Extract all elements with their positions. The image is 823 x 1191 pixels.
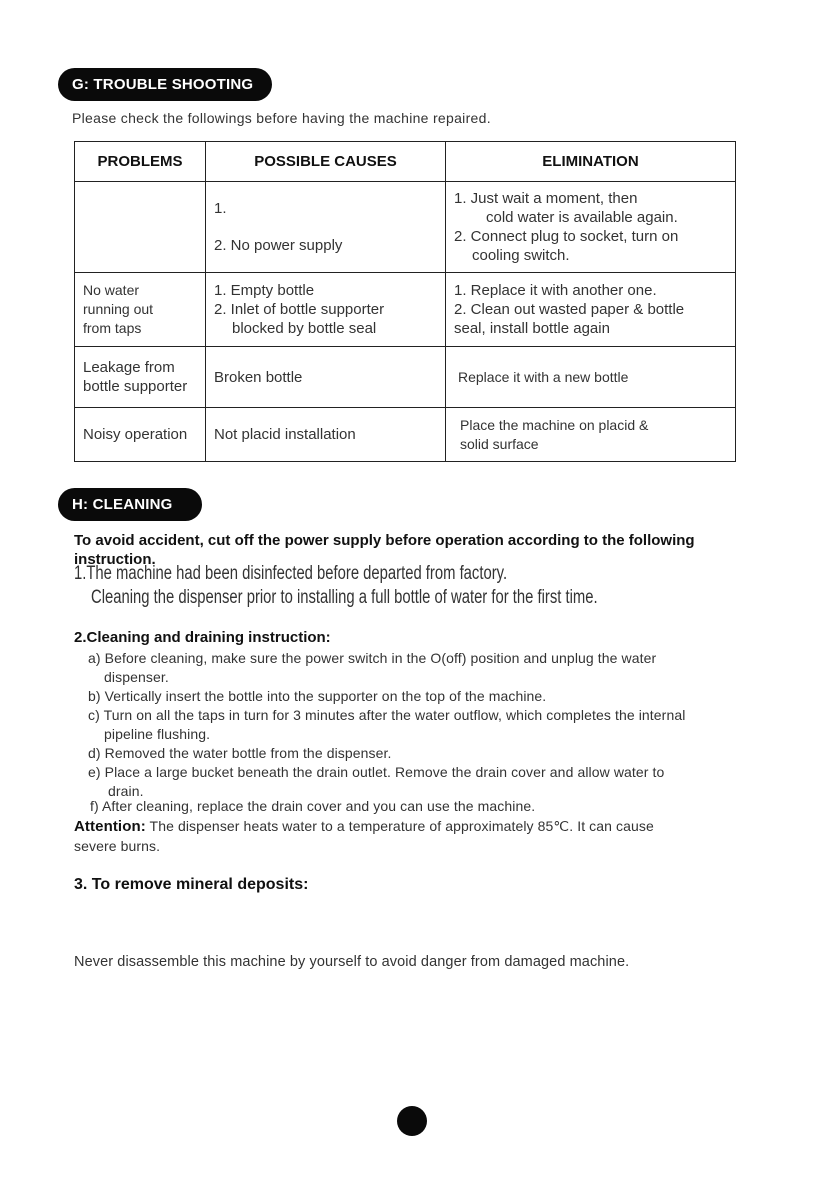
cause-cell bbox=[206, 273, 446, 347]
header-elimination: ELIMINATION bbox=[446, 142, 736, 182]
cause-cell: Not placid installation bbox=[206, 408, 446, 462]
step2-a: a) Before cleaning, make sure the power switch in the O(off) position and unplug the water bbox=[88, 650, 657, 666]
elimination-line: seal, install bottle again bbox=[454, 320, 610, 337]
elimination-cell bbox=[446, 408, 736, 462]
table-row bbox=[75, 273, 736, 347]
elimination-cell bbox=[446, 182, 736, 273]
step2-e: e) Place a large bucket beneath the drain outlet. Remove the drain cover and allow water to bbox=[88, 764, 665, 780]
step2-title: 2.Cleaning and draining instruction: bbox=[74, 629, 331, 646]
table-row bbox=[75, 408, 736, 462]
troubleshooting-table bbox=[74, 141, 736, 462]
elimination-line: Place the machine on placid & bbox=[460, 416, 649, 433]
problem-cell bbox=[75, 273, 206, 347]
cleaning-warning: To avoid accident, cut off the power supply before operation according to the following bbox=[74, 532, 695, 549]
problem-cell: Noisy operation bbox=[75, 408, 206, 462]
troubleshooting-intro: Please check the followings before having the machine repaired. bbox=[72, 110, 491, 126]
problem-line: from taps bbox=[83, 320, 142, 336]
attention-text: The dispenser heats water to a temperature of approximately 85℃. It can cause bbox=[145, 818, 654, 834]
header-problems: PROBLEMS bbox=[75, 142, 206, 182]
step2-c-cont: pipeline flushing. bbox=[104, 726, 211, 742]
elimination-line: cooling switch. bbox=[472, 247, 570, 264]
section-g-title: G: TROUBLE SHOOTING bbox=[72, 76, 254, 93]
cleaning-warning-cont: instruction. bbox=[74, 551, 156, 568]
elimination-cell: Replace it with a new bottle bbox=[446, 347, 736, 408]
table-row bbox=[75, 182, 736, 273]
problem-line: running out bbox=[83, 301, 154, 317]
cause-line: blocked by bottle seal bbox=[232, 320, 377, 337]
elimination-line: 1. Replace it with another one. bbox=[454, 282, 657, 299]
step2-f: f) After cleaning, replace the drain cover and you can use the machine. bbox=[90, 798, 536, 814]
step2-e-cont: drain. bbox=[108, 783, 144, 799]
elimination-line: 2. Clean out wasted paper & bottle bbox=[454, 301, 685, 318]
step1-line2: Cleaning the dispenser prior to installing a full bottle of water for the first time. bbox=[91, 587, 598, 608]
problem-cell bbox=[75, 347, 206, 408]
problem-line: bottle supporter bbox=[83, 378, 188, 395]
attention-note bbox=[74, 818, 654, 835]
step1-line1: 1.The machine had been disinfected before departed from factory. bbox=[74, 563, 508, 584]
section-h-heading bbox=[58, 488, 202, 521]
table-header-row bbox=[75, 142, 736, 182]
disassemble-warning: Never disassemble this machine by yourself to avoid danger from damaged machine. bbox=[74, 954, 630, 970]
step2-a-cont: dispenser. bbox=[104, 669, 169, 685]
section-h-title: H: CLEANING bbox=[72, 496, 173, 513]
header-possible-causes: POSSIBLE CAUSES bbox=[206, 142, 446, 182]
elimination-line: 2. Connect plug to socket, turn on bbox=[454, 228, 679, 245]
attention-note-cont: severe burns. bbox=[74, 838, 161, 854]
attention-label: Attention: bbox=[74, 818, 146, 835]
step2-c: c) Turn on all the taps in turn for 3 minutes after the water outflow, which completes the internal bbox=[88, 707, 686, 723]
cause-line: 1. Empty bottle bbox=[214, 282, 315, 299]
section-g-heading bbox=[58, 68, 272, 101]
elimination-line: solid surface bbox=[460, 435, 539, 452]
step2-b: b) Vertically insert the bottle into the supporter on the top of the machine. bbox=[88, 688, 547, 704]
step2-d: d) Removed the water bottle from the dispenser. bbox=[88, 745, 392, 761]
page-marker-dot bbox=[397, 1106, 427, 1136]
elimination-line: cold water is available again. bbox=[486, 209, 678, 226]
cause-cell bbox=[206, 182, 446, 273]
step3-title: 3. To remove mineral deposits: bbox=[74, 876, 309, 893]
elimination-cell bbox=[446, 273, 736, 347]
cause-line: 2. Inlet of bottle supporter bbox=[214, 301, 385, 318]
problem-line: Leakage from bbox=[83, 359, 175, 376]
problem-line: No water bbox=[83, 282, 140, 298]
problem-cell bbox=[75, 182, 206, 273]
cause-line: 1. bbox=[214, 200, 227, 217]
cause-cell: Broken bottle bbox=[206, 347, 446, 408]
cause-line: 2. No power supply bbox=[214, 237, 343, 254]
table-row bbox=[75, 347, 736, 408]
elimination-line: 1. Just wait a moment, then bbox=[454, 190, 638, 207]
